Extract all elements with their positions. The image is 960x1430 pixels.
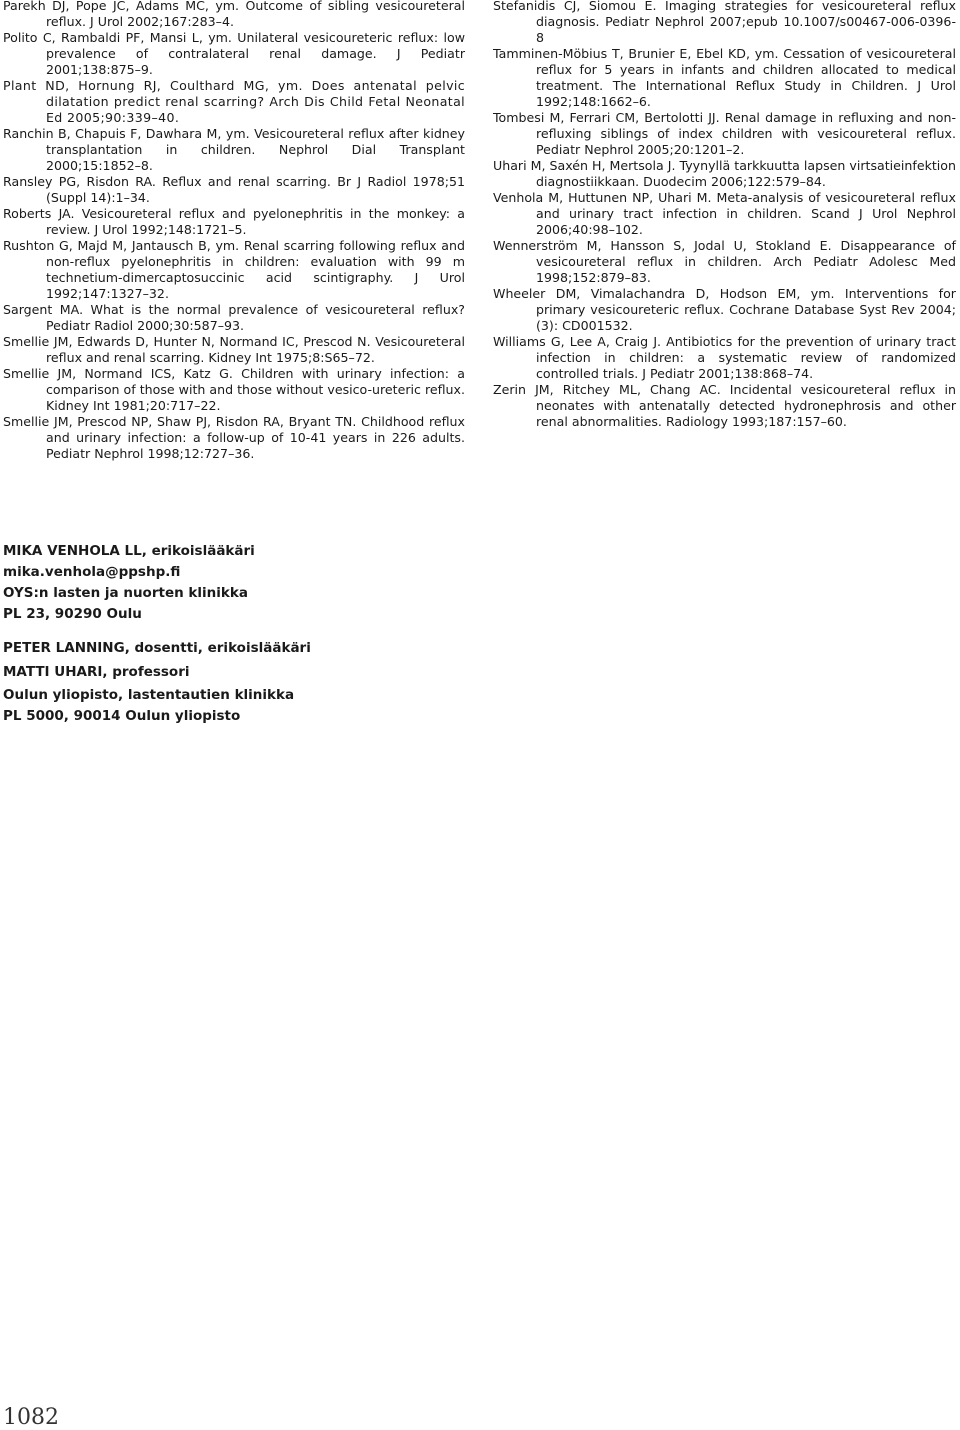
reference-item: Zerin JM, Ritchey ML, Chang AC. Incidental vesicoureteral reflux in neonates with antenatally detected hydronephrosis and other renal abnormalities. Radiology 1993;187:157–60. — [493, 382, 956, 429]
page-number: 1082 — [3, 1405, 59, 1430]
reference-item: Polito C, Rambaldi PF, Mansi L, ym. Unilateral vesicoureteric reflux: low prevalence of contralateral renal damage. J Pediatr 2001;138:875–9. — [3, 30, 465, 77]
reference-item: Venhola M, Huttunen NP, Uhari M. Meta-analysis of vesicoureteral reflux and urinary tract infection in children. Scand J Urol Nephrol 2006;40:98–102. — [493, 190, 956, 237]
reference-item: Sargent MA. What is the normal prevalence of vesicoureteral reflux? Pediatr Radiol 2000;30:587–93. — [3, 302, 465, 333]
reference-item: Smellie JM, Edwards D, Hunter N, Normand IC, Prescod N. Vesicoureteral reflux and renal scarring. Kidney Int 1975;8:S65–72. — [3, 334, 465, 365]
reference-item: Uhari M, Saxén H, Mertsola J. Tyynyllä tarkkuutta lapsen virtsatieinfektion diagnostiikkaan. Duodecim 2006;122:579–84. — [493, 158, 956, 189]
coauthor-address: PL 5000, 90014 Oulun yliopisto — [3, 708, 241, 724]
reference-item: Smellie JM, Normand ICS, Katz G. Children with urinary infection: a comparison of those with and those without vesico-ureteric reflux. Kidney Int 1981;20:717–22. — [3, 366, 465, 413]
coauthor-affiliation: Oulun yliopisto, lastentautien klinikka — [3, 687, 295, 703]
author-email: mika.venhola@ppshp.fi — [3, 564, 181, 580]
reference-item: Parekh DJ, Pope JC, Adams MC, ym. Outcome of sibling vesicoureteral reflux. J Urol 2002;167:283–4. — [3, 0, 465, 29]
reference-item: Plant ND, Hornung RJ, Coulthard MG, ym. Does antenatal pelvic dilatation predict renal scarring? Arch Dis Child Fetal Neonatal Ed 2005;90:339–40. — [3, 78, 465, 125]
coauthors-block — [3, 638, 311, 727]
author-address: PL 23, 90290 Oulu — [3, 606, 142, 622]
coauthor-name: PETER LANNING, dosentti, erikoislääkäri — [3, 640, 311, 656]
author-name: MIKA VENHOLA LL, erikoislääkäri — [3, 543, 255, 559]
reference-item: Wennerström M, Hansson S, Jodal U, Stokland E. Disappearance of vesicoureteral reflux in children. Arch Pediatr Adolesc Med 1998;152:879–83. — [493, 238, 956, 285]
coauthor-name: MATTI UHARI, professori — [3, 664, 190, 680]
reference-item: Roberts JA. Vesicoureteral reflux and pyelonephritis in the monkey: a review. J Urol 1992;148:1721–5. — [3, 206, 465, 237]
reference-item: Tamminen-Möbius T, Brunier E, Ebel KD, ym. Cessation of vesicoureteral reflux for 5 years in infants and children allocated to medical treatment. The International Reflux Study in Children. J Urol 1992;148:1662–6. — [493, 46, 956, 109]
reference-item: Ranchin B, Chapuis F, Dawhara M, ym. Vesicoureteral reflux after kidney transplantation in children. Nephrol Dial Transplant 2000;15:1852–8. — [3, 126, 465, 173]
references-left-column — [3, 0, 465, 462]
reference-item: Rushton G, Majd M, Jantausch B, ym. Renal scarring following reflux and non-reflux pyelonephritis in children: evaluation with 99 m technetium-dimercaptosuccinic acid scintigraphy. J Urol 1992;147:1327–32. — [3, 238, 465, 301]
references-right-column — [493, 0, 956, 430]
reference-item: Wheeler DM, Vimalachandra D, Hodson EM, ym. Interventions for primary vesicoureteric reflux. Cochrane Database Syst Rev 2004;(3): CD001532. — [493, 286, 956, 333]
author-affiliation: OYS:n lasten ja nuorten klinikka — [3, 585, 248, 601]
reference-item: Smellie JM, Prescod NP, Shaw PJ, Risdon RA, Bryant TN. Childhood reflux and urinary infection: a follow-up of 10-41 years in 226 adults. Pediatr Nephrol 1998;12:727–36. — [3, 414, 465, 461]
reference-item: Ransley PG, Risdon RA. Reflux and renal scarring. Br J Radiol 1978;51 (Suppl 14):1–34. — [3, 174, 465, 205]
reference-item: Williams G, Lee A, Craig J. Antibiotics for the prevention of urinary tract infection in children: a systematic review of randomized controlled trials. J Pediatr 2001;138:868–74. — [493, 334, 956, 381]
corresponding-author-block — [3, 541, 503, 625]
reference-item: Tombesi M, Ferrari CM, Bertolotti JJ. Renal damage in refluxing and non-refluxing siblings of index children with vesicoureteral reflux. Pediatr Nephrol 2005;20:1201–2. — [493, 110, 956, 157]
reference-item: Stefanidis CJ, Siomou E. Imaging strategies for vesicoureteral reflux diagnosis. Pediatr Nephrol 2007;epub 10.1007/s00467-006-0396-8 — [493, 0, 956, 45]
